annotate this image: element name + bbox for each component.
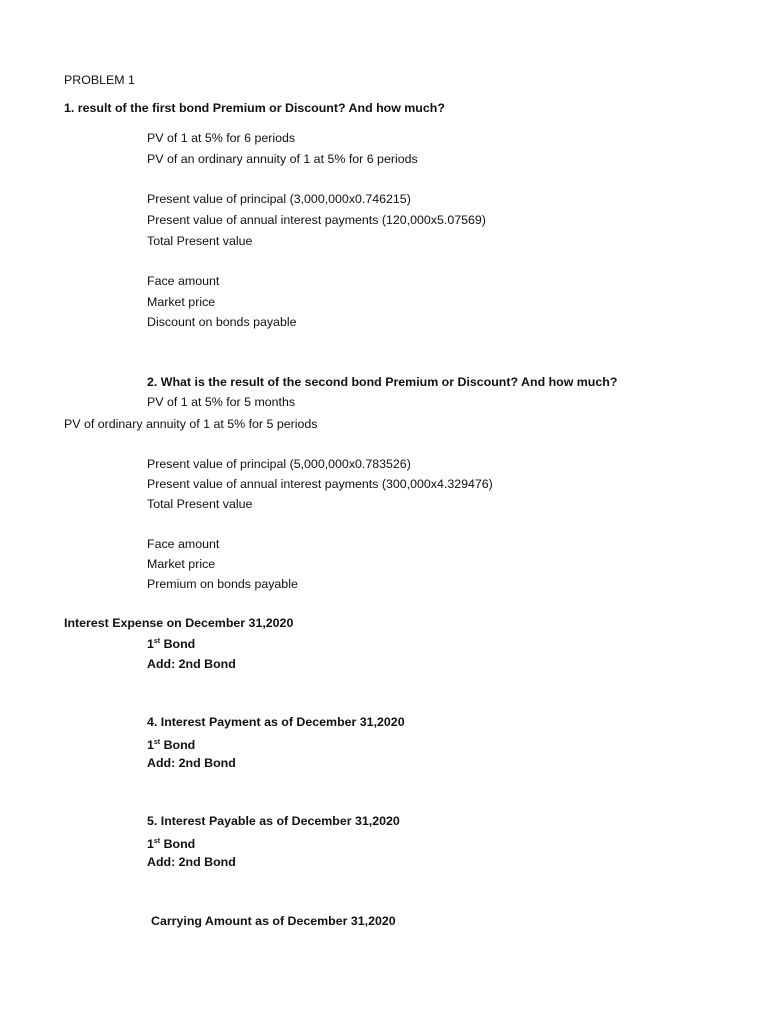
q1-pv-one: PV of 1 at 5% for 6 periods [147,131,296,145]
q2-pv-annuity: PV of ordinary annuity of 1 at 5% for 5 periods [64,417,318,431]
q5-first-bond [147,834,195,852]
q3-first-bond-sup: st [153,638,161,645]
q5-first-bond-sup: st [153,838,161,845]
q3-first-bond-num: 1 [147,637,154,651]
q3-heading: Interest Expense on December 31,2020 [64,616,294,630]
problem-title: PROBLEM 1 [64,73,135,87]
q2-total-pv: Total Present value [147,497,253,511]
q3-first-bond [147,634,195,652]
q1-pv-annuity: PV of an ordinary annuity of 1 at 5% for 6 periods [147,152,418,166]
q2-face-amount: Face amount [147,537,220,551]
q6-heading: Carrying Amount as of December 31,2020 [151,914,396,928]
q5-first-bond-word: Bond [160,837,196,851]
q1-question: 1. result of the first bond Premium or Discount? And how much? [64,101,445,115]
q1-result: Discount on bonds payable [147,315,297,329]
q1-pv-interest: Present value of annual interest payments (120,000x5.07569) [147,213,486,227]
q4-second-bond: Add: 2nd Bond [147,756,236,770]
q1-face-amount: Face amount [147,274,220,288]
q4-heading: 4. Interest Payment as of December 31,2020 [147,715,405,729]
q5-first-bond-num: 1 [147,837,154,851]
q2-pv-principal: Present value of principal (5,000,000x0.783526) [147,457,411,471]
q1-total-pv: Total Present value [147,234,253,248]
q2-question: 2. What is the result of the second bond Premium or Discount? And how much? [147,375,618,389]
q2-result: Premium on bonds payable [147,577,298,591]
q5-heading: 5. Interest Payable as of December 31,2020 [147,814,400,828]
q1-pv-principal: Present value of principal (3,000,000x0.746215) [147,192,411,206]
q2-pv-one: PV of 1 at 5% for 5 months [147,395,296,409]
q3-second-bond: Add: 2nd Bond [147,657,236,671]
q2-market-price: Market price [147,557,216,571]
q4-first-bond [147,735,195,753]
q3-first-bond-word: Bond [160,637,196,651]
q2-pv-interest: Present value of annual interest payments (300,000x4.329476) [147,477,493,491]
q4-first-bond-word: Bond [160,738,196,752]
q4-first-bond-sup: st [153,739,161,746]
q1-market-price: Market price [147,295,216,309]
q4-first-bond-num: 1 [147,738,154,752]
q5-second-bond: Add: 2nd Bond [147,855,236,869]
